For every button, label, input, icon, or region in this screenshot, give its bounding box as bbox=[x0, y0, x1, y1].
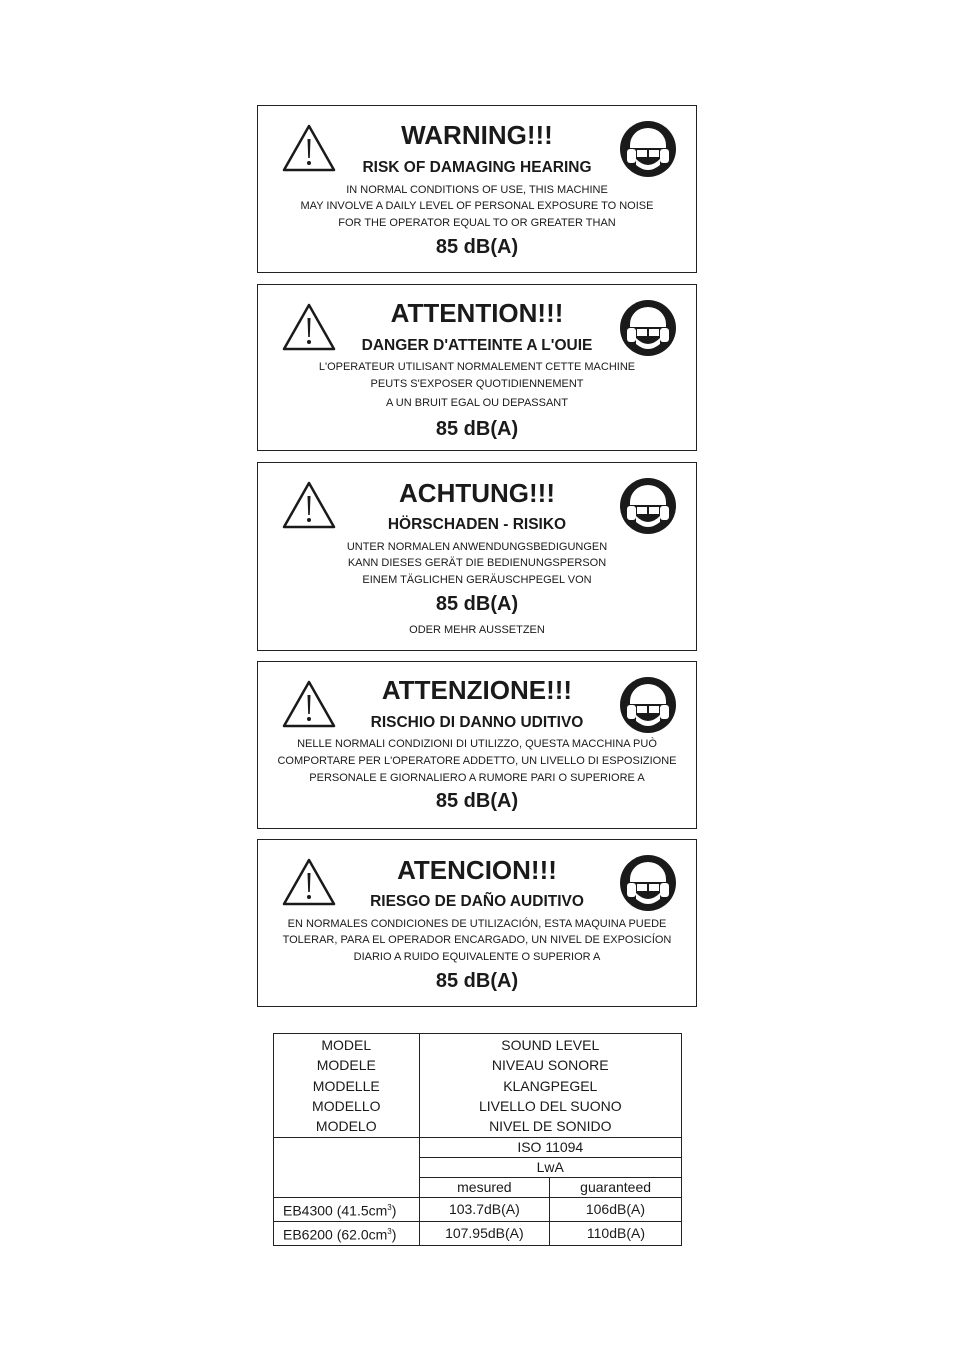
label-text-line: FOR THE OPERATOR EQUAL TO OR GREATER THAN bbox=[338, 217, 616, 229]
model-name: EB6200 (62.0cm bbox=[283, 1226, 388, 1243]
warning-label-fr bbox=[257, 284, 697, 451]
label-text-line: EINEM TÄGLICHEN GERÄUSCHPEGEL VON bbox=[362, 574, 592, 586]
label-subtitle: RISK OF DAMAGING HEARING bbox=[362, 159, 592, 176]
label-subtitle: HÖRSCHADEN - RISIKO bbox=[387, 516, 567, 533]
label-text-line: IN NORMAL CONDITIONS OF USE, THIS MACHINE bbox=[346, 184, 608, 196]
superscript: 3 bbox=[387, 1227, 392, 1237]
sound-level-table bbox=[273, 1033, 682, 1246]
warning-label-en bbox=[257, 105, 697, 273]
table-row bbox=[274, 1198, 682, 1222]
superscript: 3 bbox=[387, 1203, 392, 1213]
model-cell bbox=[274, 1198, 420, 1222]
empty-cell bbox=[274, 1138, 420, 1198]
label-text-line: KANN DIESES GERÄT DIE BEDIENUNGSPERSON bbox=[347, 557, 607, 569]
measured-cell: 107.95dB(A) bbox=[419, 1222, 550, 1246]
label-text-line: UNTER NORMALEN ANWENDUNGSBEDIGUNGEN bbox=[346, 541, 608, 553]
model-header-line: MODELLO bbox=[312, 1097, 381, 1114]
sound-header-line: NIVEL DE SONIDO bbox=[489, 1118, 612, 1135]
warning-label-es bbox=[257, 839, 697, 1007]
table-header-row bbox=[274, 1034, 682, 1138]
guaranteed-header: guaranteed bbox=[550, 1178, 682, 1198]
label-text-line: PEUTS S'EXPOSER QUOTIDIENNEMENT bbox=[370, 378, 584, 390]
label-title: ATTENZIONE!!! bbox=[381, 675, 573, 705]
label-title: ACHTUNG!!! bbox=[399, 478, 555, 508]
sound-header-line: KLANGPEGEL bbox=[503, 1077, 598, 1094]
label-text-line: DIARIO A RUIDO EQUIVALENTE O SUPERIOR A bbox=[353, 951, 601, 963]
label-title: WARNING!!! bbox=[401, 120, 553, 150]
model-header-line: MODEL bbox=[321, 1037, 372, 1053]
model-header-line: MODELLE bbox=[312, 1077, 380, 1094]
label-text-line: COMPORTARE PER L'OPERATORE ADDETTO, UN LIVELLO DI ESPOSIZIONE bbox=[277, 755, 677, 767]
standard-cell: ISO 11094 bbox=[419, 1138, 681, 1158]
label-text-line: NELLE NORMALI CONDIZIONI DI UTILIZZO, QUESTA MACCHINA PUÒ bbox=[297, 738, 657, 750]
sound-header-line: SOUND LEVEL bbox=[501, 1037, 600, 1053]
sound-header-line: LIVELLO DEL SUONO bbox=[478, 1097, 622, 1114]
sound-level-header-cell bbox=[419, 1034, 681, 1138]
warning-label-it bbox=[257, 661, 697, 829]
guaranteed-cell: 106dB(A) bbox=[550, 1198, 682, 1222]
model-name-end: ) bbox=[391, 1203, 397, 1220]
label-text-line: ODER MEHR AUSSETZEN bbox=[409, 624, 545, 636]
model-header-line: MODELE bbox=[316, 1057, 376, 1074]
noise-level-value: 85 dB(A) bbox=[435, 593, 519, 615]
label-title: ATTENTION!!! bbox=[390, 298, 564, 328]
model-name-end: ) bbox=[391, 1226, 397, 1243]
label-text-line: L'OPERATEUR UTILISANT NORMALEMENT CETTE MACHINE bbox=[318, 361, 636, 373]
table-row bbox=[274, 1138, 682, 1158]
sound-header-line: NIVEAU SONORE bbox=[491, 1057, 609, 1074]
warning-label-de bbox=[257, 462, 697, 651]
label-subtitle: DANGER D'ATTEINTE A L'OUIE bbox=[361, 337, 593, 354]
label-text-line: MAY INVOLVE A DAILY LEVEL OF PERSONAL EXPOSURE TO NOISE bbox=[300, 200, 654, 212]
label-text-line: PERSONALE E GIORNALIERO A RUMORE PARI O SUPERIORE A bbox=[309, 772, 645, 784]
noise-level-value: 85 dB(A) bbox=[435, 236, 519, 258]
model-cell bbox=[274, 1222, 420, 1246]
noise-level-value: 85 dB(A) bbox=[435, 418, 519, 440]
label-title: ATENCION!!! bbox=[397, 855, 557, 885]
label-subtitle: RIESGO DE DAÑO AUDITIVO bbox=[370, 893, 584, 910]
model-name: EB4300 (41.5cm bbox=[283, 1203, 388, 1220]
measured-cell: 103.7dB(A) bbox=[419, 1198, 550, 1222]
unit-cell: LwA bbox=[419, 1158, 681, 1178]
label-subtitle: RISCHIO DI DANNO UDITIVO bbox=[370, 714, 584, 731]
measured-header: mesured bbox=[419, 1178, 550, 1198]
model-header-cell bbox=[274, 1034, 420, 1138]
label-text-line: TOLERAR, PARA EL OPERADOR ENCARGADO, UN NIVEL DE EXPOSICÍON bbox=[282, 934, 672, 946]
noise-level-value: 85 dB(A) bbox=[435, 970, 519, 992]
label-text-line: A UN BRUIT EGAL OU DEPASSANT bbox=[386, 397, 568, 409]
noise-level-value: 85 dB(A) bbox=[435, 790, 519, 812]
table-row bbox=[274, 1222, 682, 1246]
guaranteed-cell: 110dB(A) bbox=[550, 1222, 682, 1246]
label-text-line: EN NORMALES CONDICIONES DE UTILIZACIÓN, ESTA MAQUINA PUEDE bbox=[287, 918, 667, 930]
model-header-line: MODELO bbox=[315, 1118, 377, 1135]
